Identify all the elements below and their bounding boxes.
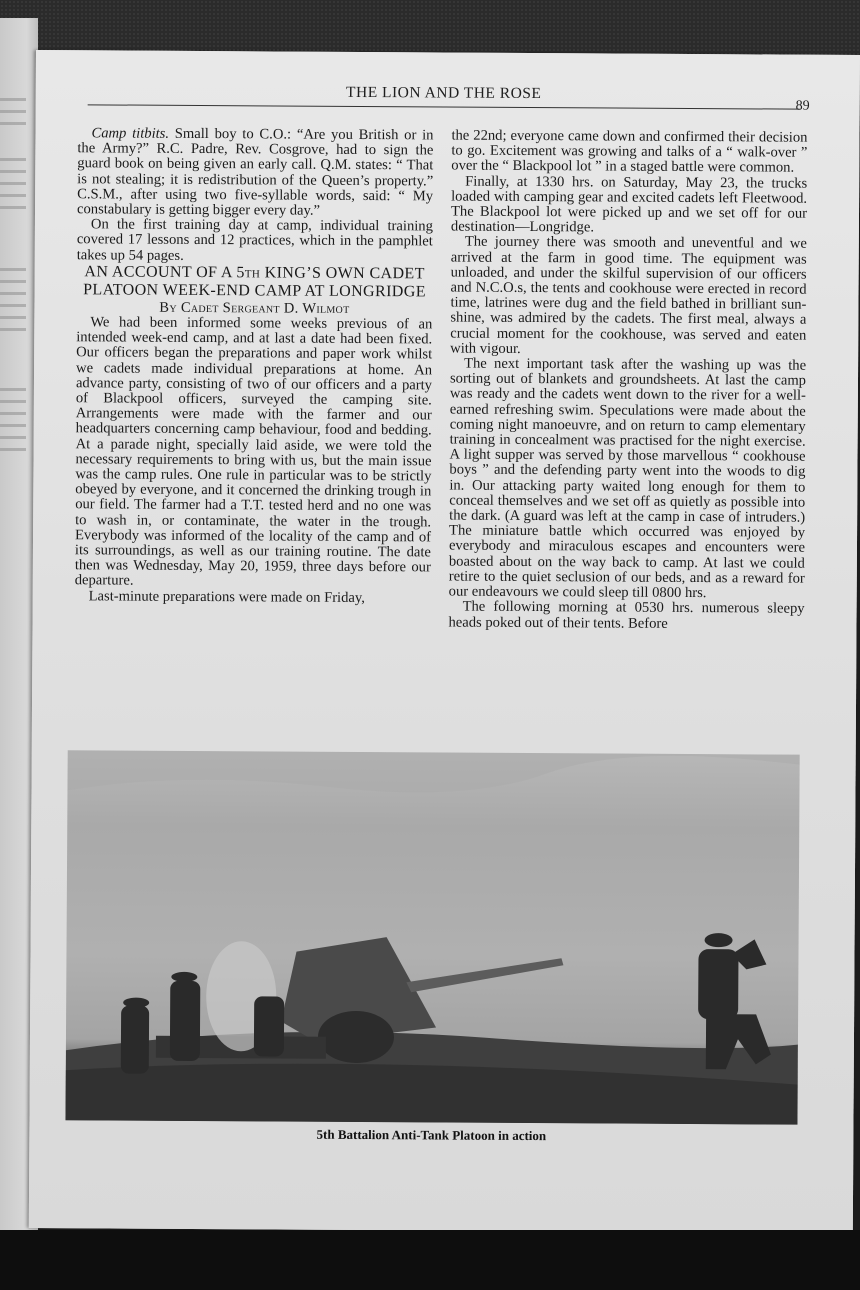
figure-caption: 5th Battalion Anti-Tank Platoon in action <box>316 1126 547 1144</box>
body-paragraph: Last-minute preparations were made on Friday, <box>88 588 365 606</box>
article-title-ordinal: 5th <box>236 264 261 282</box>
byline: By Cadet Sergeant D. Wilmot <box>159 299 350 317</box>
page-number: 89 <box>795 98 810 114</box>
camp-titbits-text: Small boy to C.O.: “Are you British or in the Army?” R.C. Padre, Rev. Cosgrove, had to sign the guard book on being given an early call. Q.M. states: “ That is not stealing; it is redistribution of the Queen’s property.” C.S.M., after using two five-syllable words, said: “ My constabulary is getting bigger every day.” <box>76 125 434 219</box>
running-head <box>88 78 810 114</box>
article-title-part1: AN ACCOUNT OF A <box>84 263 237 282</box>
body-paragraph: We had been informed some weeks previous of an intended week-end camp, and at last a date had been fixed. Our officers began the preparations and paper work whilst we cadets made individual preparations at home. An advance party, consisting of two of our officers and a party of Blackpool officers, surveyed the camping site. Arrangements were made with the farmer and our headquarters concerning camp behaviour, food and bedding. At a parade night, specially laid aside, we were told the necessary requirements to bring with us, but the main issue was the camp rules. One rule in particular was to be strictly obeyed by everyone, and it concerned the drinking trough in our field. The farmer had a T.T. tested herd and no one was to wash in, or contaminate, the water in the trough. Everybody was informed of the locality of the camp and of its surroundings, as well as our training routine. The date then was Wednesday, May 20, 1959, three days before our departure. <box>74 314 433 590</box>
gun-wheel <box>318 1011 394 1063</box>
camp-titbits-label: Camp titbits. <box>91 125 170 142</box>
running-title: THE LION AND THE ROSE <box>346 83 542 103</box>
right-column <box>448 129 807 633</box>
photo-illustration <box>65 750 799 1124</box>
body-paragraph: The next important task after the washing up was the sorting out of blankets and groundsheets. At last the camp was ready and the cadets went down to the river for a well-earned refreshing swim. Speculations were made about the coming night manoeuvre, and on return to camp elementary training in concealment was practised for the night exercise. A light supper was served by those marvellous “ cookhouse boys ” and the defending party went into the woods to dig in. Our attacking party waited long enough for them to conceal themselves and we set off as quietly as possible into the dark. (A guard was left at the camp in case of intruders.) The miniature battle which occurred was enjoyed by everybody and miraculous escapes and encounters were boasted about on the way back to camp. At last we could retire to the quiet seclusion of our beds, and as a reward for our endeavours we could sleep till 0800 hrs. <box>448 355 807 602</box>
body-paragraph: the 22nd; everyone came down and confirmed their decision to go. Excitement was growing and talks of a “ walk-over ” over the “ Blackpool lot ” in a staged battle were common. <box>451 127 808 177</box>
body-paragraph: Finally, at 1330 hrs. on Saturday, May 23, the trucks loaded with camping gear and excited cadets left Fleetwood. The Blackpool lot were picked up and we set off for our destination—Longridge. <box>450 173 808 236</box>
book-page <box>29 50 860 1233</box>
figure <box>65 750 799 1144</box>
anti-tank-photo <box>65 750 799 1124</box>
article-title-part2: KING’S OWN CADET PLATOON WEEK-END CAMP AT LONGRIDGE <box>83 264 426 301</box>
left-column <box>75 126 434 606</box>
body-paragraph: The journey there was smooth and uneventful and we arrived at the farm in good time. The equipment was unloaded, and under the skilful supervision of our officers and N.C.O.s, the tents and cookhouse were erected in record time, latrines were dug and the field bathed in brilliant sunshine, was admired by the cadets. The first meal, always a crucial moment for the cookhouse, was served and eaten with vigour. <box>450 234 807 357</box>
gun-barrel <box>406 957 563 993</box>
camp-titbits-paragraph <box>77 126 434 219</box>
hillside-shape <box>67 750 799 794</box>
article-title <box>76 263 432 302</box>
body-paragraph: The following morning at 0530 hrs. numerous sleepy heads poked out of their tents. Before <box>448 598 805 632</box>
training-paragraph: On the first training day at camp, individual training covered 17 lessons and 12 practices, which in the pamphlet takes up 54 pages. <box>76 216 433 264</box>
table-surface <box>0 1230 860 1290</box>
